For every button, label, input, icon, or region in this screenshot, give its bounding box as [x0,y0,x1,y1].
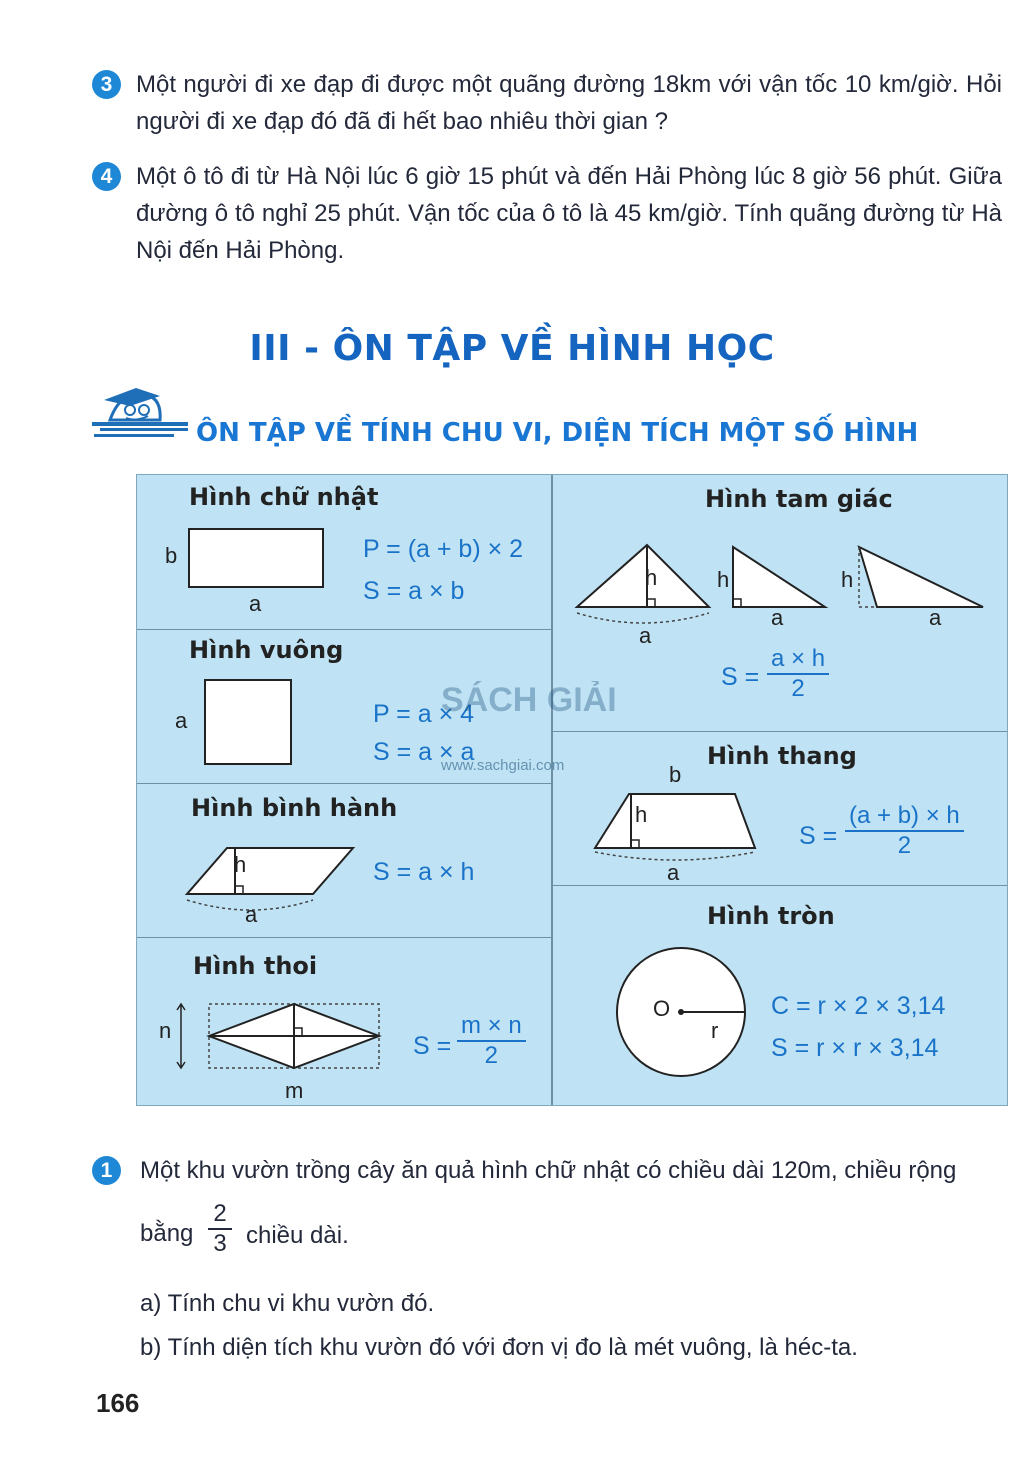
rhombus-area-numerator: m × n [457,1012,526,1042]
triangle-area-denominator: 2 [791,675,805,702]
fraction-denominator: 3 [213,1230,227,1257]
rhombus-area-denominator: 2 [484,1042,499,1069]
triangle-base: a [771,605,784,630]
circle-radius: r [711,1018,719,1043]
rhombus-title: Hình thoi [193,952,318,980]
trapezoid-top: b [669,762,682,787]
trapezoid-area-numerator: (a + b) × h [845,802,964,832]
trapezoid-area-fraction [845,802,964,860]
triangle-cell [553,475,1007,731]
trapezoid-area-denominator: 2 [897,832,912,859]
problem-1-part-b: b) Tính diện tích khu vườn đó với đơn vị đo là mét vuông, là héc-ta. [140,1334,858,1361]
problem-1 [92,1152,1002,1189]
circle-cell [553,886,1007,1105]
triangle-title: Hình tam giác [705,485,893,513]
problem-1-part-a: a) Tính chu vi khu vườn đó. [140,1290,435,1317]
watermark-text: SÁCH GIẢI [441,681,617,719]
square-side: a [175,708,188,733]
page-number: 166 [96,1388,140,1418]
trapezoid-title: Hình thang [707,742,857,770]
trapezoid-figure [589,788,769,868]
problem-3 [92,66,1002,140]
problem-text: Một ô tô đi từ Hà Nội lúc 6 giờ 15 phút và đến Hải Phòng lúc 8 giờ 56 phút. Giữa đường ô tô nghỉ 25 phút. Vận tốc của ô tô là 45 km/giờ. Tính quãng đường từ Hà Nội đến Hải Phòng. [136,163,1002,264]
rhombus-diagonal-n: n [159,1018,172,1043]
parallelogram-title: Hình bình hành [191,794,398,822]
watermark-url: www.sachgiai.com [441,757,565,774]
rectangle-side-a: a [249,591,262,616]
circle-center: O [653,996,671,1021]
rectangle-side-b: b [165,543,178,568]
problem-number-badge: 1 [92,1156,121,1185]
parallelogram-figure [181,844,361,924]
triangle-area-lhs: S = [721,663,760,691]
rectangle-area: S = a × b [363,577,465,605]
problem-text: Một người đi xe đạp đi được một quãng đường 18km với vận tốc 10 km/giờ. Hỏi người đi xe đạp đó đã đi hết bao nhiêu thời gian ? [136,71,1002,135]
square-area: S = a × a [373,738,475,766]
parallelogram-height: h [234,852,247,877]
rhombus-area-fraction [457,1012,526,1070]
rectangle-cell [137,475,551,629]
problem-1-bang: bằng [140,1220,194,1247]
circle-figure [613,944,749,1080]
triangle-area-fraction [767,645,829,703]
rhombus-cell [137,938,551,1105]
problem-1-suffix: chiều dài. [246,1222,349,1249]
rectangle-title: Hình chữ nhật [189,483,379,511]
parallelogram-base: a [245,902,258,927]
subheading: ÔN TẬP VỀ TÍNH CHU VI, DIỆN TÍCH MỘT SỐ HÌNH [196,418,919,448]
section-title: III - ÔN TẬP VỀ HÌNH HỌC [249,328,775,369]
problem-4 [92,158,1002,269]
triangle-base: a [929,605,942,630]
trapezoid-base: a [667,860,680,885]
circle-title: Hình tròn [707,902,835,930]
triangle-height: h [645,565,658,590]
circle-circumference: C = r × 2 × 3,14 [771,992,946,1020]
rhombus-area-lhs: S = [413,1032,452,1060]
square-figure [203,678,295,768]
parallelogram-cell [137,784,551,937]
parallelogram-area: S = a × h [373,858,475,886]
rectangle-perimeter: P = (a + b) × 2 [363,535,524,563]
trapezoid-height: h [635,802,648,827]
triangle-height: h [841,567,854,592]
trapezoid-area-lhs: S = [799,822,838,850]
formula-table [136,474,1008,1106]
mascot-book-icon [90,386,190,444]
trapezoid-cell [553,732,1007,885]
problem-number-badge: 4 [92,162,121,191]
triangle-base: a [639,623,652,648]
triangle-area-numerator: a × h [767,645,829,675]
square-perimeter: P = a × 4 [373,700,475,728]
fraction-numerator: 2 [208,1200,232,1230]
rhombus-figure [175,998,385,1088]
square-title: Hình vuông [189,636,344,664]
problem-1-fraction [208,1200,232,1258]
rhombus-diagonal-m: m [285,1078,304,1103]
triangle-height: h [717,567,730,592]
problem-number-badge: 3 [92,70,121,99]
rectangle-figure [187,527,327,589]
problem-text: Một khu vườn trồng cây ăn quả hình chữ nhật có chiều dài 120m, chiều rộng [140,1157,957,1184]
circle-area: S = r × r × 3,14 [771,1034,939,1062]
